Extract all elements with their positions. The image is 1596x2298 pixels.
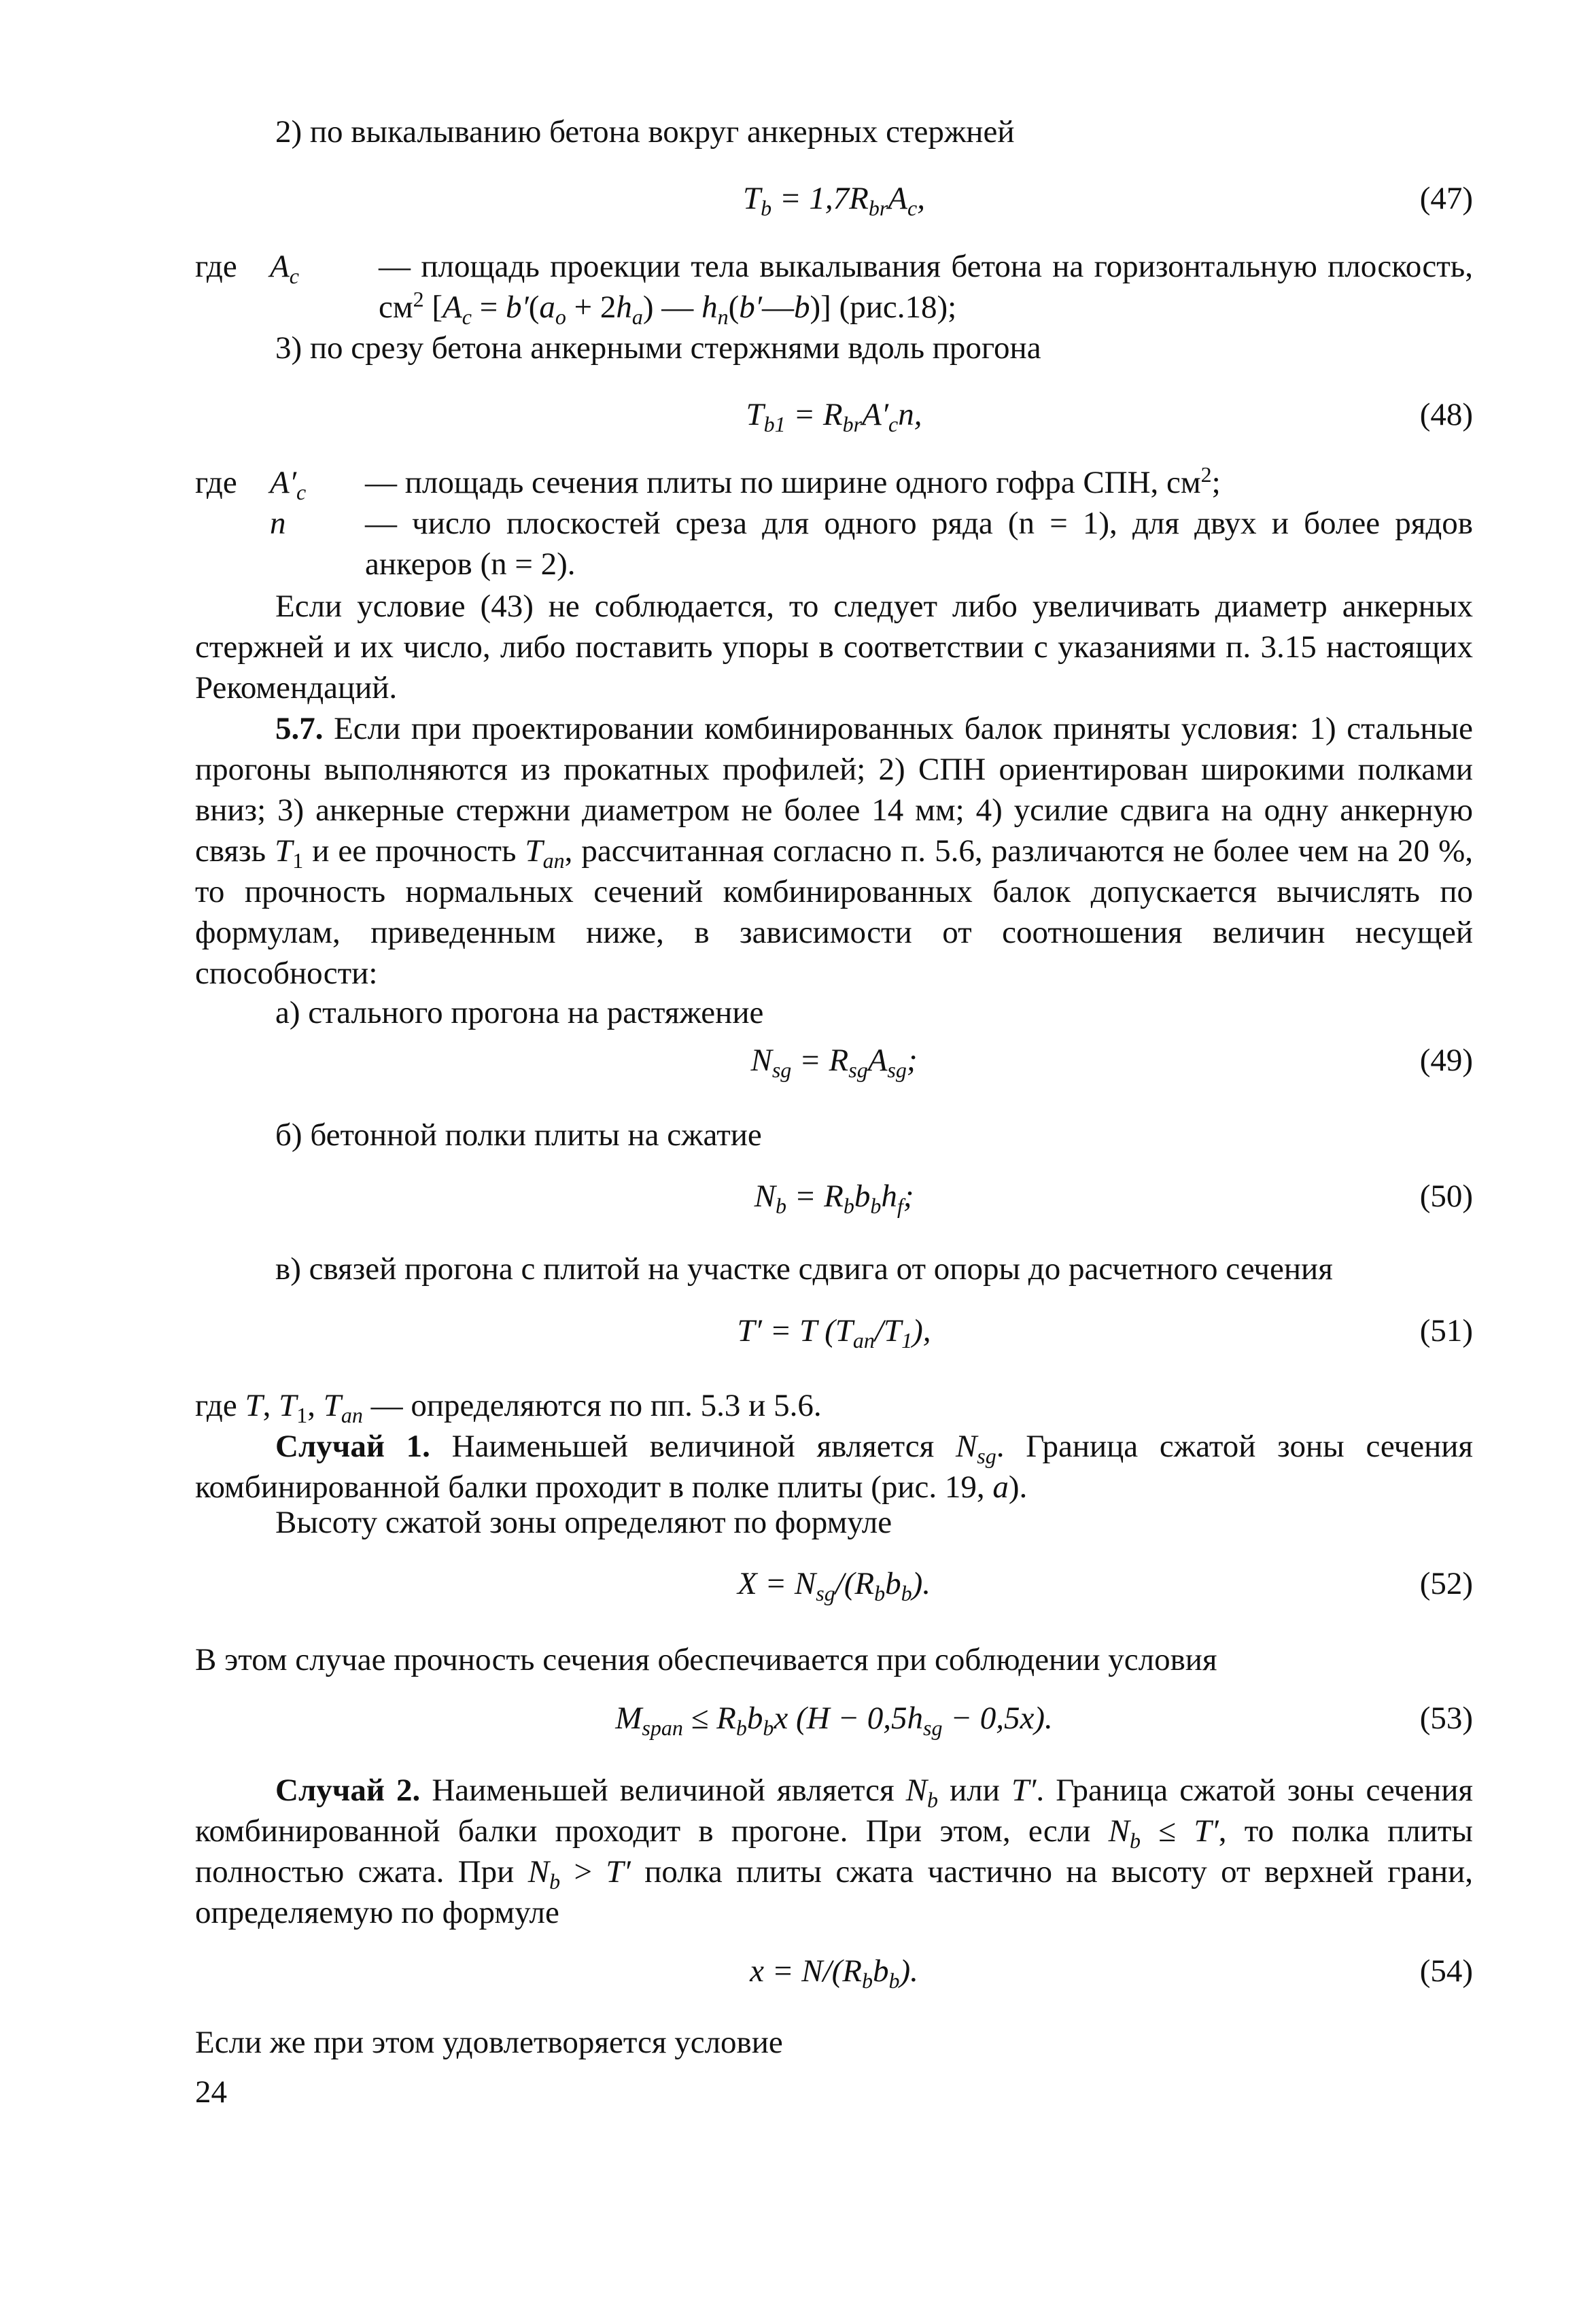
item-v: в) связей прогона с плитой на участке сдвига от опоры до расчетного сечения [275,1251,1333,1287]
equation-49 [195,1040,1473,1081]
equation-51 [195,1310,1473,1351]
symbol-n: n [270,506,286,541]
definition-n [195,503,1473,585]
equation-52-number: (52) [1419,1566,1473,1601]
page-number: 24 [195,2074,227,2110]
paragraph-condition: Если же при этом удовлетворяется условие [195,2025,783,2060]
paragraph-height: Высоту сжатой зоны определяют по формуле [275,1505,892,1540]
equation-48-formula: $T_{b1} = R_{br}A'_cn$, [746,397,922,436]
equation-53-formula: $M_{span} \le R_bb_bx$ $(H - 0,5h_{sg} - 0,5x)$. [615,1701,1053,1740]
paragraph-case-1: Случай 1. Наименьшей величиной является $N_{sg}$. Граница сжатой зоны сечения комбинированной балки проходит в полке плиты (рис. 19, a). [195,1429,1473,1505]
equation-52 [195,1563,1473,1604]
equation-52-formula: $X = N_{sg}/(R_bb_b)$. [737,1566,931,1605]
equation-51-formula: T′ = T $(T_{an}/T_1)$, [737,1313,931,1353]
paragraph-5-7: 5.7. Если при проектировании комбинированных балок приняты условия: 1) стальные прогоны выполняются из прокатных профилей; 2) СПН ориентирован широкими полками вниз; 3) анкерные стержни диаметром не более 14 мм; 4) усилие сдвига на одну анкерную связь $T_1$ и ее прочность $T_{an}$, рассчитанная согласно п. 5.6, различаются не более чем на 20 %, то прочность нормальных сечений комбинированных балок допускается вычислять по формулам, приведенным ниже, в зависимости от соотношения величин несущей способности: [195,711,1473,991]
equation-50 [195,1176,1473,1217]
paragraph-2-item: 2) по выкалыванию бетона вокруг анкерных стержней [275,114,1015,150]
equation-54-formula: $x = N/(R_bb_b)$. [750,1953,918,1993]
equation-47-formula: $T_b = 1,7R_{br}A_c$, [743,181,925,220]
equation-48 [195,394,1473,435]
equation-53 [195,1698,1473,1739]
definition-ac-prime-text: — площадь сечения плиты по ширине одного гофра СПН, $см^2$; [365,462,1221,500]
definition-ac-prime [195,462,1473,503]
item-a: а) стального прогона на растяжение [275,995,764,1030]
equation-54-number: (54) [1419,1953,1473,1989]
symbol-ac-prime: $A'_c$ [270,465,307,504]
equation-53-number: (53) [1419,1701,1473,1736]
equation-50-number: (50) [1419,1179,1473,1214]
paragraph-3-item: 3) по срезу бетона анкерными стержнями вдоль прогона [275,330,1041,366]
where-label: где [195,465,237,500]
definition-ac-text: — площадь проекции тела выкалывания бетона на горизонтальную плоскость, $см^2$ [$A_c = b'(a_o + 2h_a)$ — $h_n(b'—b)$] (рис.18); [379,249,1473,329]
equation-51-number: (51) [1419,1313,1473,1348]
paragraph-condition-43: Если условие (43) не соблюдается, то следует либо увеличивать диаметр анкерных стержней и их число, либо поставить упоры в соответствии с указаниями п. 3.15 настоящих Рекомендаций. [195,589,1473,706]
where-label: где [195,249,237,284]
paragraph-case-2: Случай 2. Наименьшей величиной является $N_b$ или T′. Граница сжатой зоны сечения комбинированной балки проходит в прогоне. При этом, если $N_b \le T'$, то полка плиты полностью сжата. При $N_b > T'$ полка плиты сжата частично на высоту от верхней грани, определяемую по формуле [195,1773,1474,1930]
equation-49-number: (49) [1419,1043,1473,1078]
definition-n-text: — число плоскостей среза для одного ряда (n = 1), для двух и более рядов анкеров (n = 2). [365,506,1473,582]
equation-47-number: (47) [1419,181,1473,216]
equation-48-number: (48) [1419,397,1473,432]
equation-50-formula: $N_b = R_bb_bh_f$; [754,1179,914,1218]
equation-47 [195,178,1473,219]
symbol-ac: $A_c$ [270,249,299,288]
item-b: б) бетонной полки плиты на сжатие [275,1117,762,1153]
definition-ac [195,246,1473,328]
paragraph-strength: В этом случае прочность сечения обеспечивается при соблюдении условия [195,1642,1217,1677]
equation-54 [195,1951,1473,1991]
equation-49-formula: $N_{sg} = R_{sg}A_{sg}$; [750,1043,918,1082]
definition-t-tan: где T, $T_1$, $T_{an}$ — определяются по пп. 5.3 и 5.6. [195,1388,822,1427]
